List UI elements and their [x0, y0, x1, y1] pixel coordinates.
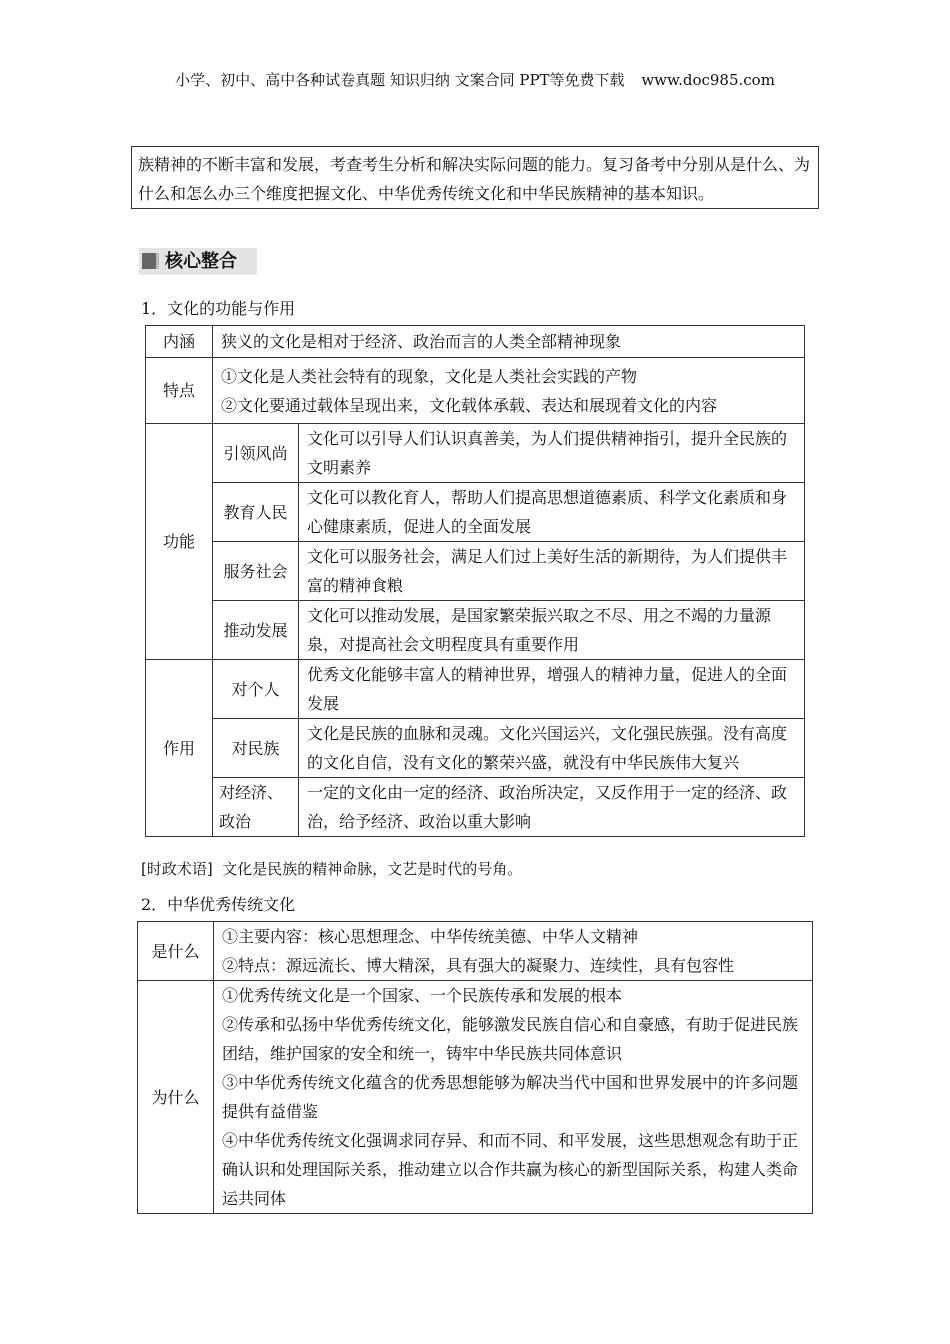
cell — [214, 981, 813, 1214]
note-label: [时政术语] — [141, 860, 213, 878]
cell: 文化是民族的血脉和灵魂。文化兴国运兴，文化强民族强。没有高度的文化自信，没有文化的繁荣兴盛，就没有中华民族伟大复兴 — [299, 719, 805, 778]
cell: 文化可以推动发展，是国家繁荣振兴取之不尽、用之不竭的力量源泉，对提高社会文明程度具有重要作用 — [299, 601, 805, 660]
cell: 文化可以引导人们认识真善美，为人们提供精神指引，提升全民族的文明素养 — [299, 424, 805, 483]
cell — [214, 922, 813, 981]
note-text: 文化是民族的精神命脉，文艺是时代的号角。 — [222, 860, 523, 878]
table-row — [146, 660, 805, 719]
item: ③中华优秀传统文化蕴含的优秀思想能够为解决当代中国和世界发展中的许多问题提供有益借鉴 — [222, 1073, 799, 1121]
sub-label: 对个人 — [213, 660, 299, 719]
row-label: 功能 — [146, 424, 213, 660]
row-label: 内涵 — [146, 326, 213, 358]
row-label: 特点 — [146, 358, 213, 424]
row-label: 为什么 — [138, 981, 214, 1214]
cell: 文化可以服务社会，满足人们过上美好生活的新期待，为人们提供丰富的精神食粮 — [299, 542, 805, 601]
sub-label: 引领风尚 — [213, 424, 299, 483]
header-url[interactable]: www.doc985.com — [641, 71, 775, 89]
table-row — [146, 326, 805, 358]
item: ②文化要通过载体呈现出来，文化载体承载、表达和展现着文化的内容 — [221, 395, 718, 415]
sub-label: 对经济、政治 — [213, 778, 299, 837]
item: ①文化是人类社会特有的现象，文化是人类社会实践的产物 — [221, 366, 638, 386]
section-heading — [139, 248, 257, 275]
table-row — [146, 778, 805, 837]
traditional-culture-table — [137, 921, 813, 1214]
table-row — [138, 922, 813, 981]
sub-label: 对民族 — [213, 719, 299, 778]
table-row — [146, 542, 805, 601]
table-row — [146, 601, 805, 660]
item: ②传承和弘扬中华优秀传统文化，能够激发民族自信心和自豪感，有助于促进民族团结，维护国家的安全和统一，铸牢中华民族共同体意识 — [222, 1015, 799, 1063]
item: ①主要内容：核心思想理念、中华传统美德、中华人文精神 — [222, 927, 639, 946]
table-row — [146, 358, 805, 424]
sub-label: 教育人民 — [213, 483, 299, 542]
section-title: 核心整合 — [165, 251, 237, 272]
row-label: 是什么 — [138, 922, 214, 981]
table-row — [146, 424, 805, 483]
sub-label: 服务社会 — [213, 542, 299, 601]
table-row — [146, 719, 805, 778]
item: ②特点：源远流长、博大精深，具有强大的凝聚力、连续性，具有包容性 — [222, 956, 735, 975]
item: ④中华优秀传统文化强调求同存异、和而不同、和平发展，这些思想观念有助于正确认识和处理国际关系，推动建立以合作共赢为核心的新型国际关系，构建人类命运共同体 — [222, 1131, 799, 1208]
page-header — [0, 69, 950, 90]
section-marker-icon — [142, 253, 159, 269]
table-row — [146, 483, 805, 542]
sub-label: 推动发展 — [213, 601, 299, 660]
heading-2: 2．中华优秀传统文化 — [141, 895, 296, 914]
heading-1: 1．文化的功能与作用 — [141, 299, 296, 318]
row-label: 作用 — [146, 660, 213, 837]
item: ①优秀传统文化是一个国家、一个民族传承和发展的根本 — [222, 986, 623, 1005]
culture-function-table — [145, 325, 805, 837]
header-text: 小学、初中、高中各种试卷真题 知识归纳 文案合同 PPT等免费下载 — [175, 71, 625, 89]
intro-box: 族精神的不断丰富和发展，考查考生分析和解决实际问题的能力。复习备考中分别从是什么、为什么和怎么办三个维度把握文化、中华优秀传统文化和中华民族精神的基本知识。 — [131, 146, 819, 209]
cell: 文化可以教化育人，帮助人们提高思想道德素质、科学文化素质和身心健康素质，促进人的全面发展 — [299, 483, 805, 542]
cell — [213, 358, 805, 424]
cell: 优秀文化能够丰富人的精神世界，增强人的精神力量，促进人的全面发展 — [299, 660, 805, 719]
table-row — [138, 981, 813, 1214]
current-affairs-note — [141, 858, 522, 879]
cell: 一定的文化由一定的经济、政治所决定，又反作用于一定的经济、政治，给予经济、政治以重大影响 — [299, 778, 805, 837]
cell: 狭义的文化是相对于经济、政治而言的人类全部精神现象 — [213, 326, 805, 358]
